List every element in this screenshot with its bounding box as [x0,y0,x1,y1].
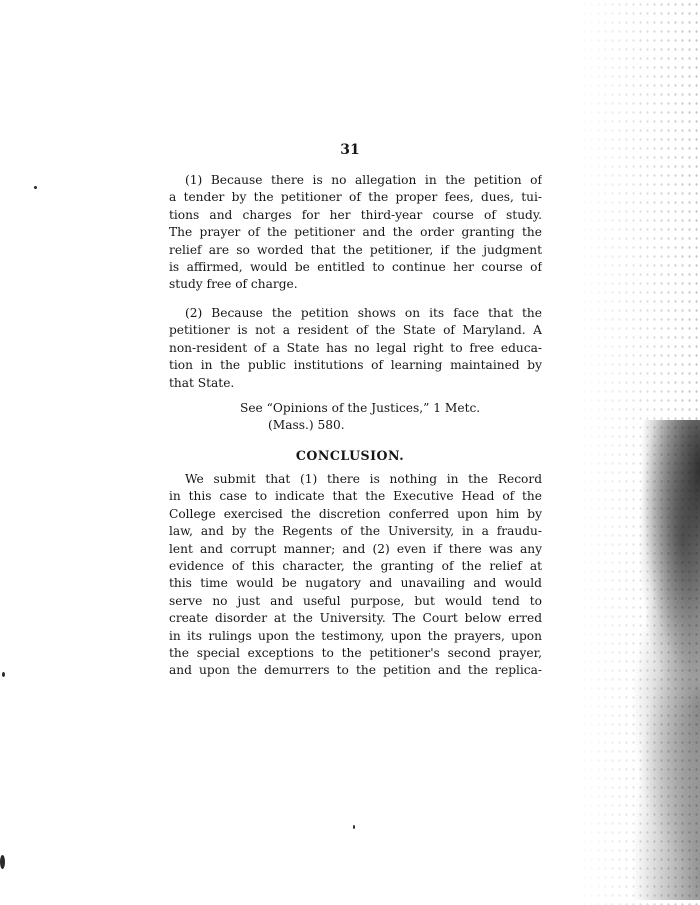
text-line: tion in the public institutions of learning maintained by [169,358,542,373]
text-line: College exercised the discretion conferred upon him by [169,506,542,521]
text-line: petitioner is not a resident of the State of Maryland. A [169,323,542,338]
text-line: in this case to indicate that the Executive Head of the [169,489,542,504]
text-line: in its rulings upon the testimony, upon the prayers, upon [169,628,542,643]
text-line: that State. [169,375,235,390]
text-line: tions and charges for her third-year course of study. [169,207,542,222]
citation [240,400,542,435]
text-line: create disorder at the University. The Court below erred [169,611,542,626]
paragraph-non-resident [169,305,542,392]
citation-line: See “Opinions of the Justices,” 1 Metc. [240,401,481,415]
scan-speck [2,672,5,677]
scan-speck [34,186,37,189]
text-line: serve no just and useful purpose, but would tend to [169,593,542,608]
text-line: study free of charge. [169,277,298,292]
text-line: We submit that (1) there is nothing in the Record [185,472,542,486]
text-line: non-resident of a State has no legal right to free educa- [169,340,542,355]
text-line: The prayer of the petitioner and the order granting the [169,225,542,240]
scan-smudge [580,420,700,900]
text-line: evidence of this character, the granting of the relief at [169,559,542,574]
citation-line: (Mass.) 580. [268,418,345,433]
text-line: (1) Because there is no allegation in the petition of [185,173,542,187]
scan-speck [353,825,355,829]
text-line: the special exceptions to the petitioner's second prayer, [169,646,542,661]
page-number: 31 [340,142,360,158]
text-line: a tender by the petitioner of the proper fees, dues, tui- [169,190,542,205]
scan-speck [0,855,5,869]
paragraph-tender-of-fees [169,172,542,294]
conclusion-heading: CONCLUSION. [295,448,405,463]
text-line: is affirmed, would be entitled to continue her course of [169,260,542,275]
text-line: relief are so worded that the petitioner, if the judgment [169,242,542,257]
paragraph-conclusion [169,471,542,680]
text-line: and upon the demurrers to the petition and the replica- [169,663,542,678]
text-line: this time would be nugatory and unavailing and would [169,576,542,591]
text-line: (2) Because the petition shows on its face that the [185,306,542,320]
text-line: lent and corrupt manner; and (2) even if there was any [169,541,542,556]
text-line: law, and by the Regents of the University, in a fraudu- [169,524,542,539]
